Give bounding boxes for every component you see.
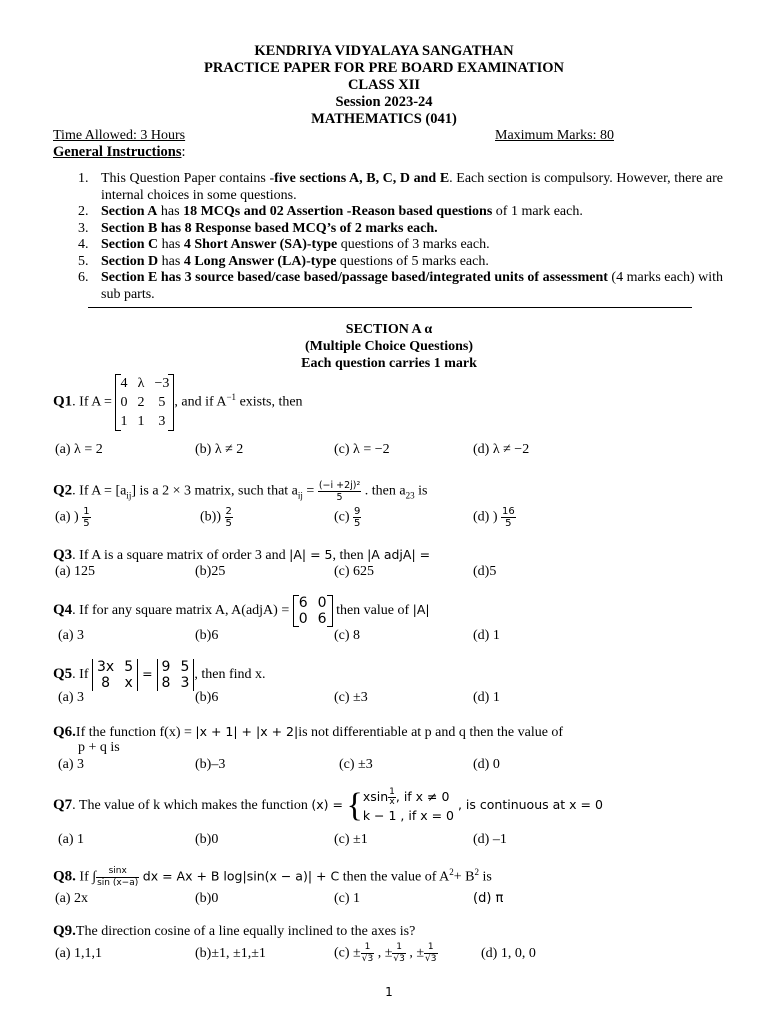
question-7: Q7. The value of k which makes the function (x) = { xsin $\frac{1}{x}$ , if x ≠ 0 k − 1 , if x = 0 , is continuous at x = 0	[53, 787, 603, 824]
q8-option-a: (a) 2x	[55, 891, 89, 906]
determinant-right: 9 5 8 3	[157, 659, 195, 691]
q1-option-a: (a) λ = 2	[55, 442, 103, 457]
q7-option-d: (d) –1	[473, 832, 507, 847]
instruction-item: 5. Section D has 4 Long Answer (LA)-type questions of 5 marks each.	[78, 253, 489, 269]
q3-option-a: (a) 125	[55, 564, 96, 579]
q1-option-c: (c) λ = −2	[334, 442, 390, 457]
fraction: $\frac{\sin x}{\sin (x-a)}$	[97, 866, 139, 888]
q4-option-d: (d) 1	[473, 628, 500, 643]
q5-option-d: (d) 1	[473, 690, 500, 705]
q2-option-c: (c) $\frac{9}{5}$	[334, 506, 361, 529]
instruction-item: 4. Section C has 4 Short Answer (SA)-type questions of 3 marks each.	[78, 237, 490, 252]
q6-option-d: (d) 0	[473, 757, 500, 772]
q9-option-a: (a) 1,1,1	[55, 946, 103, 961]
q6-option-a: (a) 3	[58, 757, 85, 772]
section-marks: Each question carries 1 mark	[301, 356, 477, 371]
gi-colon: :	[181, 144, 186, 160]
q8-option-c: (c) 1	[334, 891, 361, 906]
q2-option-b: (b)) $\frac{2}{5}$	[200, 506, 232, 529]
maximum-marks: Maximum Marks: 80	[495, 128, 614, 143]
question-6-line2: p + q is	[78, 740, 120, 755]
q2-option-d: (d) ) $\frac{16}{5}$	[473, 506, 515, 529]
header-class: CLASS XII	[347, 77, 421, 93]
q1-option-b: (b) λ ≠ 2	[195, 442, 244, 457]
instructions-list	[78, 171, 723, 303]
q3-option-b: (b)25	[195, 564, 226, 579]
fraction: $\frac{\text{(−i +2j)²}}{5}$	[318, 480, 361, 503]
question-number: Q1	[53, 393, 73, 410]
q7-option-c: (c) ±1	[334, 832, 368, 847]
q4-option-c: (c) 8	[334, 628, 361, 643]
q2-option-a: (a) ) $\frac{1}{5}$	[55, 506, 90, 529]
header-session: Session 2023-24	[335, 94, 433, 110]
piecewise-cases: xsin $\frac{1}{x}$ , if x ≠ 0 k − 1 , if x = 0	[362, 787, 454, 823]
question-number: Q6.	[53, 724, 76, 740]
header-paper-title: PRACTICE PAPER FOR PRE BOARD EXAMINATION	[204, 60, 564, 76]
q8-option-d: (d) π	[473, 891, 504, 906]
q8-option-b: (b)0	[195, 891, 219, 906]
determinant-left: 3x 5 8 x	[92, 659, 138, 691]
q7-option-a: (a) 1	[58, 832, 85, 847]
q6-option-c: (c) ±3	[339, 757, 373, 772]
question-5: Q5. If 3x 5 8 x = 9 5 8 3 , then find x.	[53, 659, 266, 691]
divider-rule	[88, 307, 692, 308]
question-number: Q5	[53, 666, 73, 683]
q7-option-b: (b)0	[195, 832, 219, 847]
question-3: Q3. If A is a square matrix of order 3 and |A| = 5, then |A adjA| =	[53, 547, 431, 563]
section-subtitle: (Multiple Choice Questions)	[305, 339, 473, 354]
question-number: Q9.	[53, 923, 76, 939]
question-number: Q7	[53, 797, 73, 814]
section-title: SECTION A α	[345, 322, 433, 337]
instruction-item: 2. Section A has 18 MCQs and 02 Assertion -Reason based questions of 1 mark each.	[78, 204, 583, 219]
question-6: Q6.If the function f(x) = |x + 1| + |x + 2|is not differentiable at p and q then the value of	[53, 724, 564, 740]
instruction-item: 3. Section B has 8 Response based MCQ’s of 2 marks each.	[78, 220, 438, 236]
q5-option-c: (c) ±3	[334, 690, 368, 705]
question-9: Q9.The direction cosine of a line equally inclined to the axes is?	[53, 923, 416, 939]
q1-option-d: (d) λ ≠ −2	[473, 442, 530, 457]
instruction-item: 6. Section E has 3 source based/case based/passage based/integrated units of assessment (4 marks each) with sub parts.	[78, 270, 724, 302]
general-instructions-heading	[53, 144, 186, 160]
q6-option-b: (b)–3	[195, 757, 226, 772]
q4-option-b: (b)6	[195, 628, 219, 643]
q9-option-d: (d) 1, 0, 0	[481, 946, 536, 961]
q9-option-c: (c) ± $\frac{1}{√3}$ , ± $\frac{1}{√3}$ , ± $\frac{1}{√3}$	[334, 942, 437, 964]
gi-label: General Instructions	[53, 144, 182, 160]
q4-option-a: (a) 3	[58, 628, 85, 643]
header-organization: KENDRIYA VIDYALAYA SANGATHAN	[254, 43, 514, 59]
question-number: Q8.	[53, 868, 76, 885]
question-8: Q8. If ∫ $\frac{\sin x}{\sin (x-a)}$ dx = Ax + B log|sin(x − a)| + C then the value of $A^2+ B^2$ is	[53, 866, 492, 888]
question-number: Q2	[53, 482, 73, 499]
question-number: Q3	[53, 547, 73, 563]
header-subject: MATHEMATICS (041)	[311, 111, 457, 127]
q9-option-b: (b)±1, ±1,±1	[195, 946, 266, 961]
time-allowed: Time Allowed: 3 Hours	[53, 128, 186, 143]
q5-option-a: (a) 3	[58, 690, 85, 705]
matrix-adj: 6 0 0 6	[293, 595, 333, 627]
page-number: 1	[385, 985, 393, 999]
matrix-a: 4 λ −3 0 2 5 1 1 3	[115, 374, 174, 431]
question-number: Q4	[53, 602, 73, 619]
question-1: Q1. If A = 4 λ −3 0 2 5 1 1 3 , and if $A^{-1}$ exists, then	[53, 376, 303, 429]
question-2: Q2. If $A = [a_{ij}]$ is a 2 × 3 matrix, such that $a_{ij}$ = $\frac{\text{(−i +2j)²}}{5}$ . then $a_{23}$ is	[53, 480, 428, 503]
q3-option-c: (c) 625	[334, 564, 375, 579]
question-4: Q4. If for any square matrix A, A(adjA) = 6 0 0 6 then value of |A|	[53, 595, 430, 627]
instruction-item: 1. This Question Paper contains -five sections A, B, C, D and E. Each section is compulsory. However, there are internal choices in some questions.	[78, 171, 723, 203]
q5-option-b: (b)6	[195, 690, 219, 705]
q3-option-d: (d)5	[473, 564, 497, 579]
